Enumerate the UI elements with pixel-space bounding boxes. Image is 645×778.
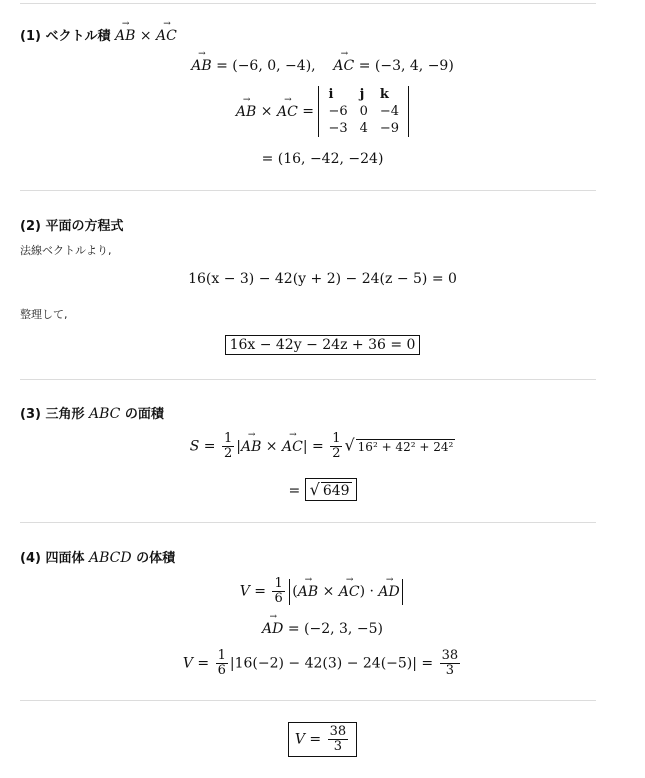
cross-product-determinant: → AB × → AC = i j k −6 0 −4 −3 4 −9: [0, 86, 645, 137]
section-1-title: (1) ベクトル積 → AB × → AC: [20, 25, 177, 44]
final-answer-boxed: V = $\frac{38}{3}$: [0, 722, 645, 757]
volume-calculation: V = $\frac{1}{6}$ |16(−2) − 42(3) − 24(−5)| = $\frac{38}{3}$: [182, 648, 459, 678]
note-normal-vector: 法線ベクトルより,: [20, 244, 112, 257]
section-2-title: (2) 平面の方程式: [20, 219, 124, 234]
note-simplify: 整理して,: [20, 308, 68, 321]
divider: [20, 700, 596, 701]
vector-ad: → AD = (−2, 3, −5): [0, 621, 645, 637]
section-4-title: (4) 四面体 ABCD の体積: [20, 550, 176, 566]
divider: [20, 379, 596, 380]
plane-equation-boxed: 16x − 42y − 24z + 36 = 0: [0, 335, 645, 355]
volume-formula: V = $\frac{1}{6}$ (→ AB × → AC) · → AD: [0, 577, 645, 606]
divider: [20, 190, 596, 191]
area-formula: S = $\frac{1}{2}$ |→ AB × → AC| = $\frac{1}{2}$ √ 16² + 42² + 24²: [0, 432, 645, 461]
divider: [20, 3, 596, 4]
determinant: i j k −6 0 −4 −3 4 −9: [318, 86, 409, 137]
cross-product-result: = (16, −42, −24): [261, 151, 384, 167]
section-3-title: (3) 三角形 ABC の面積: [20, 406, 164, 422]
divider: [20, 522, 596, 523]
plane-equation: 16(x − 3) − 42(y + 2) − 24(z − 5) = 0: [188, 271, 457, 287]
area-result: = √ 649: [0, 478, 645, 501]
vectors-ab-ac: → AB = (−6, 0, −4), → AC = (−3, 4, −9): [0, 58, 645, 74]
